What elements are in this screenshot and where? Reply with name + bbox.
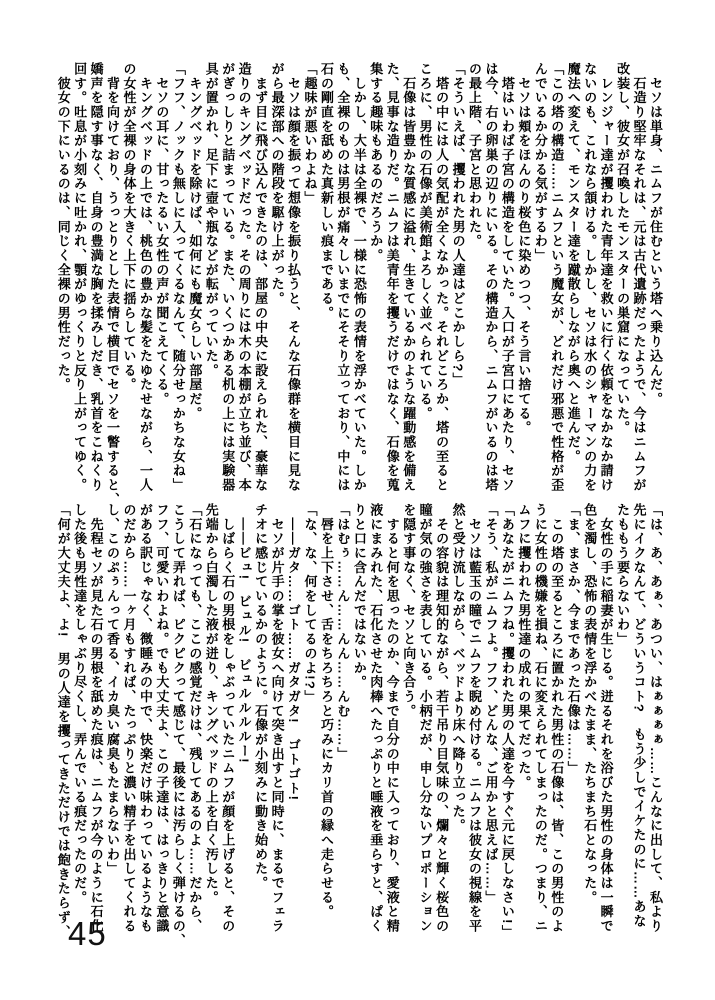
text-line: 魔法へ変えて、モンスター達を蹴散らしながら奥へと進んだ。 xyxy=(565,62,581,464)
text-line: のだから……一ヶ月もすれば、たっぷりと濃い精子を出してくれる xyxy=(121,503,137,934)
text-line: セソの耳に、甘ったるい女性の声が聞こえてくる。 xyxy=(154,62,170,407)
text-line: ころに、男性の石像が美術館よろしく並べられている。 xyxy=(417,62,433,421)
text-line: キングベッドの上では、桃色の豊かな髪をたゆたせながら、一人 xyxy=(137,62,153,493)
text-line: セソが片手の掌を彼女へ向けて突き出すと同時に、まるでフェラ xyxy=(269,503,285,934)
text-line: 先端から白濁した液が迸り、キングベッドの上を白く汚した。 xyxy=(203,503,219,905)
text-line: し、このぷぅんって香る、イカ臭い腐臭もたまらないわ」 xyxy=(105,503,121,877)
text-line: を隠す事なく、セソと向き合う。 xyxy=(401,503,417,719)
text-line: 「趣味が悪いわよね」 xyxy=(302,62,318,206)
text-line: た、見事な造りだ。ニムフは美青年を攫うだけではなく、石像を蒐 xyxy=(384,62,400,493)
text-block-upper xyxy=(51,62,663,509)
text-line: 「石になっても、ここの感覚だけは、残してあるのよ……だから、 xyxy=(187,503,203,934)
text-line: セソは単身、ニムフが住むという塔へ乗り込んだ。 xyxy=(648,62,663,407)
text-line: フフ、可愛いわよね。でも大丈夫よ、この子達は、はっきりと意識 xyxy=(154,503,170,934)
text-line: すると何を思ったのか、今まで自分の中に入っており、愛液と精 xyxy=(384,503,400,934)
text-line: 唇を上下させ、舌をちろちろと巧みにカリ首の縁へ走らせる。 xyxy=(318,503,334,920)
text-line: 塔の中には人の気配が全くなかった。それどころか、塔の至ると xyxy=(434,62,450,493)
text-line: 石像は皆豊かな質感に溢れ、生きているかのような躍動感を備え xyxy=(401,62,417,493)
text-line: ――ガタ……ゴト……ガタガタ! ゴトゴト! xyxy=(286,503,302,802)
text-line: 「そう、私がニムフよ。フフ、どんな、ご用かと思えば……」 xyxy=(483,503,499,905)
text-line: この塔の至るところに置かれた男性の石像は、皆、この男性のよ xyxy=(549,503,565,934)
text-line: 「ま、まさか、今まであった石像は……」 xyxy=(565,503,581,776)
text-line: 「な、な、何をしてるのよ!?」 xyxy=(302,503,318,705)
text-line: 彼女の下にいるのは、同じく全裸の男性だった。 xyxy=(55,62,71,393)
text-line: 然と受け流しながら、ベッドより床へ降り立った。 xyxy=(450,503,466,834)
text-line: ――ビュ! ビュル! ビュルルルルー! xyxy=(236,503,252,764)
text-line: 塔はいわば子宮の構造をしていた。入口が子宮口にあたり、セソ xyxy=(499,62,515,493)
text-line: 「フフ、ノックも無しに入ってくるなんて、随分せっかちな女ね」 xyxy=(170,62,186,493)
text-block-lower xyxy=(51,503,663,950)
text-line: こうして弄れば、ピクピクって感じて、最後には汚らしく弾けるの、 xyxy=(170,503,186,948)
text-line: まず目に飛び込んできたのは、部屋の中央に設えられた、豪華な xyxy=(253,62,269,493)
page-number: 45 xyxy=(68,915,107,952)
text-line: ムフに攫われた男性達の成れの果てだった。 xyxy=(516,503,532,790)
text-line: 集する趣味もあるのだろうか。 xyxy=(368,62,384,263)
text-line: ないのも、これなら頷ける。しかし、セソは水のシャーマンの力を xyxy=(582,62,598,493)
text-line: 回す。吐息が小刻みに吐かれ、顎がゆっくりと反り上がってゆく。 xyxy=(72,62,88,493)
text-line: も、全裸のものは男根が痛々しいまでにそそり立っており、中には xyxy=(335,62,351,493)
text-line: 「あなたがニムフね。攫われた男の人達を今すぐ元に戻しなさい!」 xyxy=(499,503,515,940)
text-line: 具が置かれ、足下に壺や瓶などが転がっていた。 xyxy=(203,62,219,378)
text-line: は今、右の卵巣の辺りにいる。その構造から、ニムフがいるのは塔 xyxy=(483,62,499,493)
text-line: しばらく石の男根をしゃぶっていたニムフが顔を上げると、その xyxy=(220,503,236,934)
text-line: がある訳じゃなく、微睡みの中で、快楽だけ味わっているようなも xyxy=(137,503,153,934)
text-line: 背を向けており、うっとりとした表情で横目でセソを一瞥すると、 xyxy=(105,62,121,507)
text-line: 「何が大丈夫よ、よ! 男の人達を攫ってきただけでは飽きたらず、 xyxy=(55,503,71,940)
text-line: がぎっしりと詰まっている。また、いくつかある机の上には実験器 xyxy=(220,62,236,493)
text-line: 先にイクなんて、どういうコト? もう少しでイケたのに……あな xyxy=(631,503,647,929)
text-line: 造りのキングベッドだった。その周りには木の本棚が立ち並び、本 xyxy=(236,62,252,493)
text-line: がら最深部への階段を駆け上がった。 xyxy=(269,62,285,306)
text-line: 「そういえば、攫われた男の人達はどこかしら?」 xyxy=(450,62,466,387)
text-line: 「は、あ、あぁ、あつい、はぁぁぁぁ……こんなに出して、私より xyxy=(648,503,663,934)
text-line: りと口に含んだではないか。 xyxy=(351,503,367,690)
text-line: 瞳が気の強さを表している。小柄だが、申し分ないプロポーション xyxy=(417,503,433,934)
text-line: レンジャー達が攫われた青年達を救いに行く依頼をなかなか請け xyxy=(598,62,614,493)
text-line: その容貌は理知的ながら、若干吊り目気味の、爛々と輝く桜色の xyxy=(434,503,450,934)
text-line: 改装し、彼女が召喚したモンスターの巣窟になっていた。 xyxy=(615,62,631,436)
text-line: たももう要らないわ」 xyxy=(615,503,631,647)
text-line: セソは頬をほんのり桜色に染めつつ、そう言い捨てる。 xyxy=(516,62,532,436)
text-line: の最上階、子宮と思われた。 xyxy=(467,62,483,249)
text-line: 先程セソが見た石の男根を舐めた痕は、ニムフが今のように石化 xyxy=(88,503,104,934)
text-line: うに女性の機嫌を損ね、石に変えられてしまったのだ。つまり、ニ xyxy=(532,503,548,934)
text-line: した後も男性達をしゃぶり尽くし、弄んでいる痕だったのだ。 xyxy=(72,503,88,905)
text-line: 「この塔の構造……ニムフという魔女が、どれだけ邪悪で性格が歪 xyxy=(549,62,565,493)
text-line: チオに感じているかのように。石像が小刻みに動き始めた。 xyxy=(253,503,269,891)
text-line: 液にまみれた、石化させた肉棒へたっぷりと唾液を垂らすと、ぱく xyxy=(368,503,384,934)
text-line: しかし、大半は全裸で、一様に恐怖の表情を浮かべていた。しか xyxy=(351,62,367,493)
text-line: 嬌声を隠す事なく、自身の豊満な胸を揉みしだき、乳首をこねくり xyxy=(88,62,104,493)
text-line: 石の剛直を舐めた真新しい痕まである。 xyxy=(318,62,334,321)
text-line: 石造り堅牢なそれは、元は古代遺跡だったようで、今はニムフが xyxy=(631,62,647,493)
text-line: 女性の手に稲妻が生じる。迸るそれを浴びた男性の身体は一瞬で xyxy=(598,503,614,934)
text-line: キングベッドを除けば、如何にも魔女らしい部屋だ。 xyxy=(187,62,203,421)
text-line: んでいるか分かる気がするわ」 xyxy=(532,62,548,263)
text-line: 色を濁し、恐怖の表情を浮かべたまま、たちまち石となった。 xyxy=(582,503,598,905)
text-line: の女性が全裸の身体を大きく上下に揺らしている。 xyxy=(121,62,137,393)
text-line: 「はむぅ……ん……んん……んむ……」 xyxy=(335,503,351,762)
text-line: セソは藍玉の瞳でニムフを睨め付ける。ニムフは彼女の視線を平 xyxy=(467,503,483,934)
text-line: セソは顔を振って想像を振り払うと、そんな石像群を横目に見な xyxy=(286,62,302,493)
